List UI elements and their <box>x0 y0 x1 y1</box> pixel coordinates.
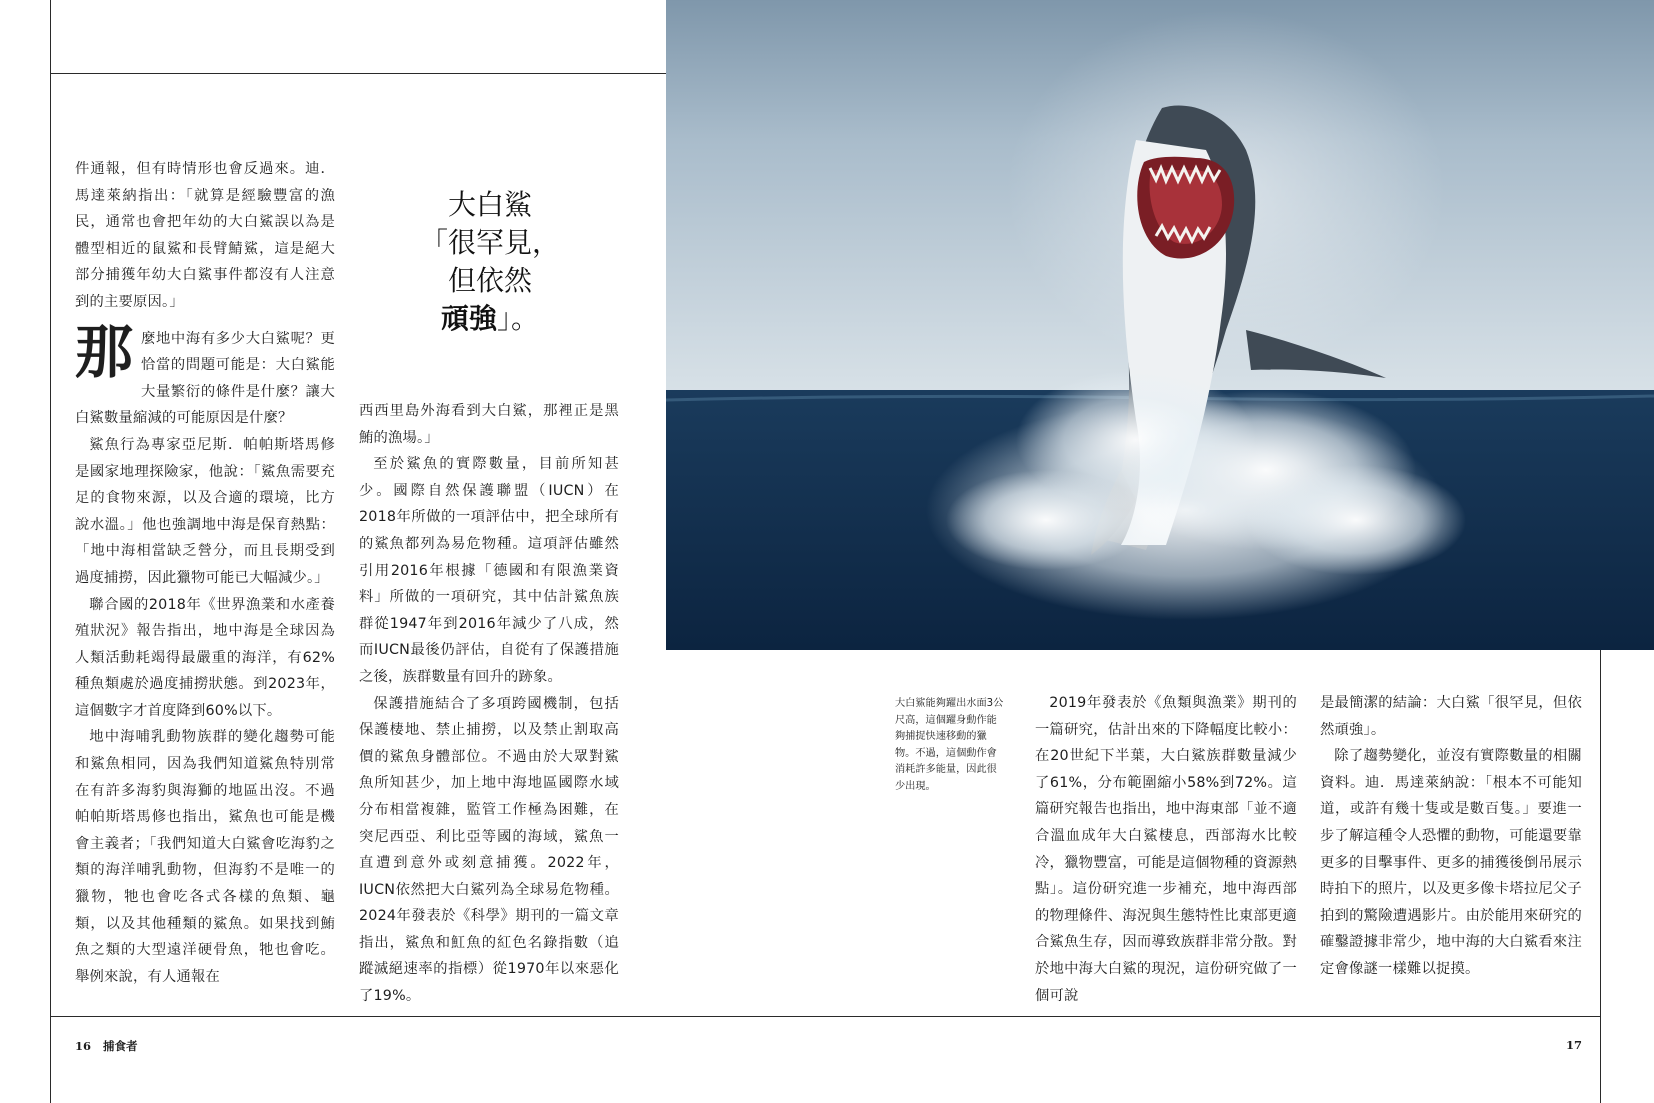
folio-left <box>75 1038 138 1054</box>
folio-right <box>1566 1038 1582 1052</box>
paragraph: 西西里島外海看到大白鯊，那裡正是黑鮪的漁場。」 <box>359 403 619 446</box>
left-margin-rule <box>50 0 51 1103</box>
paragraph: 聯合國的2018年《世界漁業和水產養殖狀況》報告指出，地中海是全球因為人類活動耗竭得最嚴重的海洋，有62%種魚類處於過度捕撈狀態。到2023年，這個數字才首度降到60%以下。 <box>75 596 335 719</box>
shark-photo <box>666 0 1654 650</box>
page-number-left: 16 <box>75 1039 92 1053</box>
paragraph: 地中海哺乳動物族群的變化趨勢可能和鯊魚相同，因為我們知道鯊魚特別常在有許多海豹與海獅的地區出沒。不過帕帕斯塔馬修也指出，鯊魚也可能是機會主義者；「我們知道大白鯊會吃海豹之類的海洋哺乳動物，但海豹不是唯一的獵物，牠也會吃各式各樣的魚類、龜類，以及其他種類的鯊魚。如果找到鮪魚之類的大型遠洋硬骨魚，牠也會吃。舉例來說，有人通報在 <box>75 729 335 985</box>
dropcap-paragraph <box>75 317 335 432</box>
bottom-rule <box>50 1016 1601 1017</box>
paragraph: 至於鯊魚的實際數量，目前所知甚少。國際自然保護聯盟（IUCN）在2018年所做的一項評估中，把全球所有的鯊魚都列為易危物種。這項評估雖然引用2016年根據「德國和有限漁業資料」所做的一項研究，其中估計鯊魚族群從1947年到2016年減少了八成，然而IUCN最後仍評估，自從有了保護措施之後，族群數量有回升的跡象。 <box>359 456 619 685</box>
page-number-right: 17 <box>1566 1038 1583 1052</box>
pull-quote-line: 大白鯊 <box>447 188 532 221</box>
pull-quote-bold: 頑強 <box>440 302 497 335</box>
article-column-1 <box>75 156 335 990</box>
paragraph: 鯊魚行為專家亞尼斯．帕帕斯塔馬修是國家地理探險家，他說：「鯊魚需要充足的食物來源，以及合適的環境，比方說水溫。」他也強調地中海是保育熱點：「地中海相當缺乏營分，而且長期受到過度捕撈，因此獵物可能已大幅減少。」 <box>75 436 335 586</box>
article-column-2 <box>359 398 619 1010</box>
paragraph: 件通報，但有時情形也會反過來。迪．馬達萊納指出：「就算是經驗豐富的漁民，通常也會把年幼的大白鯊誤以為是體型相近的鼠鯊和長臂鯖鯊，這是絕大部分捕獲年幼大白鯊事件都沒有人注意到的主要原因。」 <box>75 161 335 310</box>
paragraph: 保護措施結合了多項跨國機制，包括保護棲地、禁止捕撈，以及禁止割取高價的鯊魚身體部位。不過由於大眾對鯊魚所知甚少，加上地中海地區國際水域分布相當複雜，監管工作極為困難，在突尼西亞、利比亞等國的海域，鯊魚一直遭到意外或刻意捕獲。2022年，IUCN依然把大白鯊列為全球易危物種。2024年發表於《科學》期刊的一篇文章指出，鯊魚和魟魚的紅色名錄指數（追蹤滅絕速率的指標）從1970年以來惡化了19%。 <box>359 695 619 1005</box>
pull-quote-rest: 」。 <box>497 302 540 335</box>
right-margin-rule <box>1600 650 1601 1103</box>
pull-quote-line <box>420 300 560 338</box>
paragraph: 除了趨勢變化，並沒有實際數量的相關資料。迪．馬達萊納說：「根本不可能知道，或許有幾十隻或是數百隻。」要進一步了解這種令人恐懼的動物，可能還要靠更多的目擊事件、更多的捕獲後倒吊展示時拍下的照片，以及更多像卡塔拉尼父子拍到的驚險遭遇影片。由於能用來研究的確鑿證據非常少，地中海的大白鯊看來注定會像謎一樣難以捉摸。 <box>1320 748 1582 977</box>
paragraph: 2019年發表於《魚類與漁業》期刊的一篇研究，估計出來的下降幅度比較小：在20世紀下半葉，大白鯊族群數量減少了61%，分布範圍縮小58%到72%。這篇研究報告也指出，地中海東部「並不適合溫血成年大白鯊棲息，西部海水比較冷，獵物豐富，可能是這個物種的資源熱點」。這份研究進一步補充，地中海西部的物理條件、海況與生態特性比東部更適合鯊魚生存，因而導致族群非常分散。對於地中海大白鯊的現況，這份研究做了一個可說 <box>1035 695 1297 1004</box>
paragraph: 麼地中海有多少大白鯊呢？更恰當的問題可能是：大白鯊能大量繁衍的條件是什麼？讓大白鯊數量縮減的可能原因是什麼？ <box>75 330 335 427</box>
magazine-name: 捕食者 <box>103 1039 138 1053</box>
article-column-3 <box>1035 690 1297 1009</box>
article-column-4 <box>1320 690 1582 983</box>
drop-cap: 那 <box>75 317 134 386</box>
pull-quote-line: 「很罕見， <box>420 226 561 259</box>
paragraph: 是最簡潔的結論：大白鯊「很罕見，但依然頑強」。 <box>1320 695 1582 738</box>
pull-quote-line: 但依然 <box>447 264 532 297</box>
top-rule <box>50 73 666 74</box>
photo-caption: 大白鯊能夠躍出水面3公尺高，這個躍身動作能夠捕捉快速移動的獵物。不過，這個動作會消耗許多能量，因此很少出現。 <box>895 698 1004 792</box>
pull-quote <box>420 186 560 338</box>
